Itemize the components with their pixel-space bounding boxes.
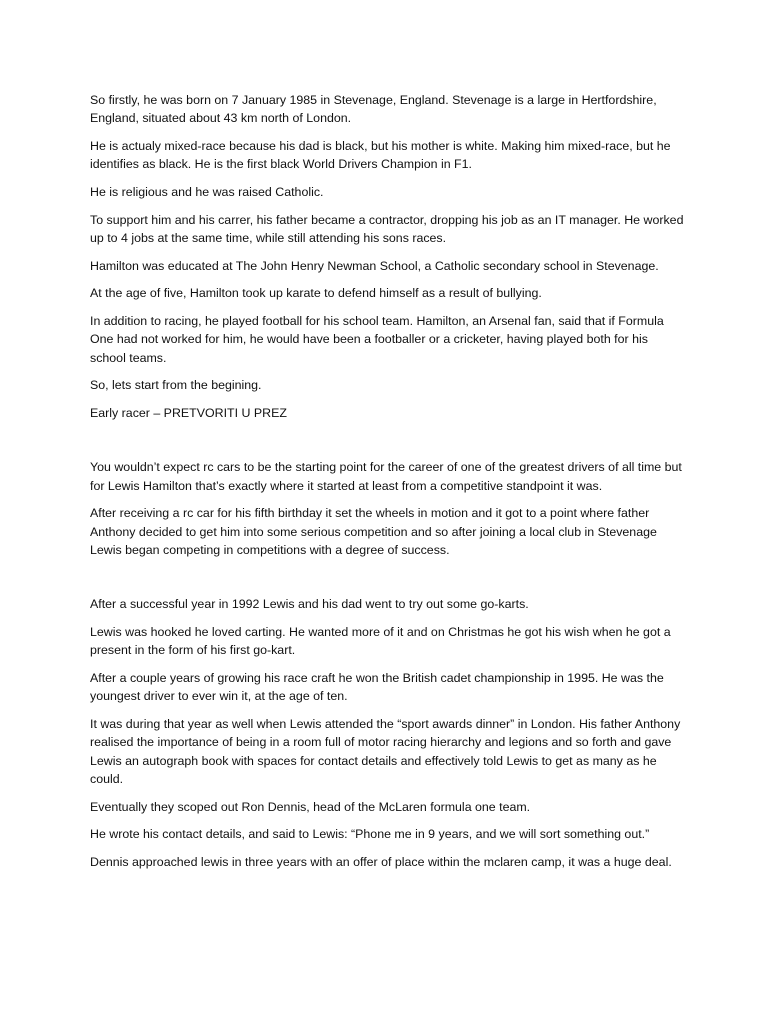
paragraph-fifth-birthday: After receiving a rc car for his fifth birthday it set the wheels in motion and it got to a point where father Anthony decided to get him into some serious competition and so after joining a local club in Stevenage Lewis began competing in competitions with a degree of success.	[90, 506, 657, 557]
paragraph-cadet-championship: After a couple years of growing his race craft he won the British cadet championship in 1995. He was the youngest driver to ever win it, at the age of ten.	[90, 671, 664, 704]
paragraph-rc-cars: You wouldn’t expect rc cars to be the starting point for the career of one of the greatest drivers of all time but for Lewis Hamilton that’s exactly where it started at least from a competitive standpoint it was.	[90, 460, 682, 493]
paragraph-ron-dennis: Eventually they scoped out Ron Dennis, head of the McLaren formula one team.	[90, 799, 531, 814]
paragraph-mixed-race: He is actualy mixed-race because his dad is black, but his mother is white. Making him mixed-race, but he identifies as black. He is the first black World Drivers Champion in F1.	[90, 139, 671, 172]
paragraph-go-karts: After a successful year in 1992 Lewis and his dad went to try out some go-karts.	[90, 597, 529, 612]
paragraph-mclaren-offer: Dennis approached lewis in three years with an offer of place within the mclaren camp, it was a huge deal.	[90, 855, 672, 869]
document-page	[90, 91, 685, 881]
paragraph-beginning: So, lets start from the begining.	[90, 378, 262, 393]
paragraph-education: Hamilton was educated at The John Henry Newman School, a Catholic secondary school in Stevenage.	[90, 258, 659, 273]
paragraph-father-support: To support him and his carrer, his father became a contractor, dropping his job as an IT manager. He worked up to 4 jobs at the same time, while still attending his sons races.	[90, 212, 684, 245]
paragraph-karate: At the age of five, Hamilton took up karate to defend himself as a result of bullying.	[90, 286, 542, 301]
paragraph-christmas-kart: Lewis was hooked he loved carting. He wanted more of it and on Christmas he got his wish when he got a present in the form of his first go-kart.	[90, 625, 671, 658]
paragraph-birth: So firstly, he was born on 7 January 1985 in Stevenage, England. Stevenage is a large in Hertfordshire, England, situated about 43 km north of London.	[90, 93, 657, 126]
paragraph-early-racer-heading: Early racer – PRETVORITI U PREZ	[90, 405, 287, 420]
paragraph-awards-dinner: It was during that year as well when Lewis attended the “sport awards dinner” in London. His father Anthony realised the importance of being in a room full of motor racing hierarchy and legions and so forth and gave Lewis an autograph book with spaces for contact details and effectively told Lewis to get as many as he could.	[90, 717, 681, 787]
paragraph-religion: He is religious and he was raised Catholic.	[90, 185, 324, 199]
paragraph-phone-me: He wrote his contact details, and said to Lewis: “Phone me in 9 years, and we will sort something out.”	[90, 827, 650, 842]
paragraph-football: In addition to racing, he played football for his school team. Hamilton, an Arsenal fan, said that if Formula One had not worked for him, he would have been a footballer or a cricketer, having played both for his school teams.	[90, 313, 664, 365]
